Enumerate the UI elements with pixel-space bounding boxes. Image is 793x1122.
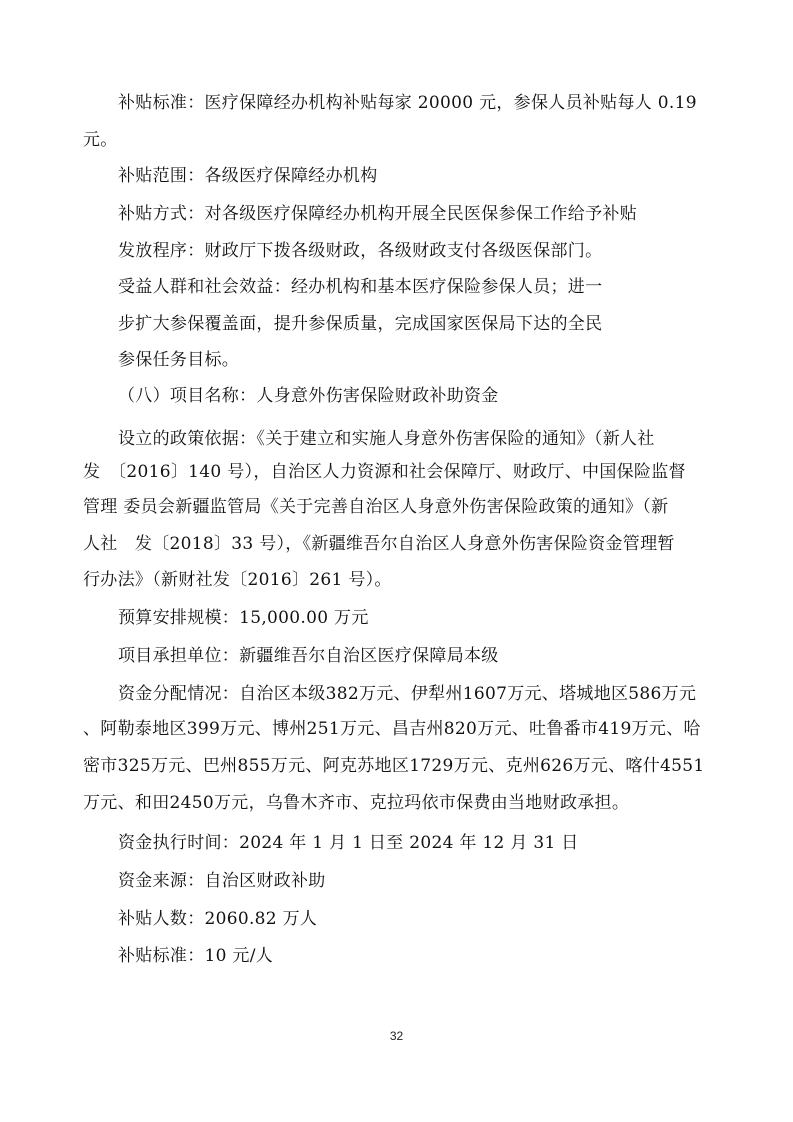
page-number: 32	[389, 1029, 404, 1043]
fund-allocation-line: 资金分配情况：自治区本级382万元、伊犁州1607万元、塔城地区586万元	[118, 684, 697, 704]
subsidy-standard-line: 补贴标准：医疗保障经办机构补贴每家 20000 元，参保人员补贴每人 0.19	[118, 93, 697, 113]
subsidy-standard-line-cont: 元。	[83, 130, 118, 150]
beneficiaries-line-cont-1: 步扩大参保覆盖面，提升参保质量，完成国家医保局下达的全民	[118, 314, 603, 334]
budget-scale-line: 预算安排规模：15,000.00 万元	[118, 608, 369, 628]
subsidy-method-line: 补贴方式：对各级医疗保障经办机构开展全民医保参保工作给予补贴	[118, 204, 637, 224]
policy-basis-line-cont-2: 管理 委员会新疆监管局《关于完善自治区人身意外伤害保险政策的通知》（新	[83, 497, 669, 517]
subsidy-scope-line: 补贴范围：各级医疗保障经办机构	[118, 166, 378, 186]
policy-basis-line: 设立的政策依据：《关于建立和实施人身意外伤害保险的通知》（新人社	[118, 429, 655, 449]
execution-period-line: 资金执行时间：2024 年 1 月 1 日至 2024 年 12 月 31 日	[118, 833, 579, 853]
distribution-procedure-line: 发放程序：财政厅下拨各级财政，各级财政支付各级医保部门。	[118, 241, 603, 261]
fund-allocation-line-cont-1: 、阿勒泰地区399万元、博州251万元、昌吉州820万元、吐鲁番市419万元、哈	[83, 719, 701, 739]
beneficiaries-line-cont-2: 参保任务目标。	[118, 350, 240, 370]
project-heading: （八）项目名称：人身意外伤害保险财政补助资金	[118, 386, 499, 406]
fund-source-line: 资金来源：自治区财政补助	[118, 871, 326, 891]
fund-allocation-line-cont-2: 密市325万元、巴州855万元、阿克苏地区1729万元、克州626万元、喀什4551	[83, 756, 705, 776]
policy-basis-line-cont-1: 发 〔2016〕140 号），自治区人力资源和社会保障厅、财政厅、中国保险监督	[83, 462, 686, 482]
fund-allocation-line-cont-3: 万元、和田2450万元，乌鲁木齐市、克拉玛依市保费由当地财政承担。	[83, 793, 630, 813]
policy-basis-line-cont-3: 人社 发〔2018〕33 号），《新疆维吾尔自治区人身意外伤害保险资金管理暂	[83, 534, 675, 554]
subsidy-rate-line: 补贴标准：10 元/人	[118, 946, 274, 966]
beneficiaries-line: 受益人群和社会效益：经办机构和基本医疗保险参保人员；进一	[118, 277, 603, 297]
policy-basis-line-cont-4: 行办法》（新财社发〔2016〕261 号）。	[83, 570, 392, 590]
responsible-unit-line: 项目承担单位：新疆维吾尔自治区医疗保障局本级	[118, 646, 499, 666]
subsidy-count-line: 补贴人数：2060.82 万人	[118, 909, 318, 929]
